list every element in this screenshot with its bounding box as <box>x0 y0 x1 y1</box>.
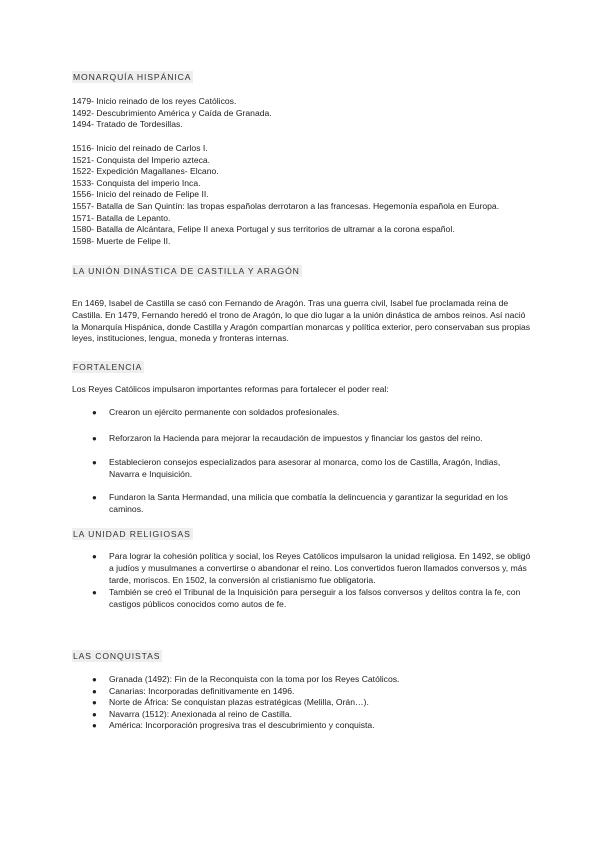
timeline-entry: 1516- Inicio del reinado de Carlos I. <box>72 143 208 153</box>
timeline-entry: 1492- Descubrimiento América y Caída de Granada. <box>72 107 272 118</box>
bullet-text: Fundaron la Santa Hermandad, una milicia que combatía la delincuencia y garantizar la seguridad en los caminos. <box>109 492 508 514</box>
bullet-icon: ● <box>92 588 97 597</box>
bullet-icon: ● <box>92 686 97 696</box>
bullet-icon: ● <box>92 408 97 417</box>
bullet-text: Granada (1492): Fin de la Reconquista con la toma por los Reyes Católicos. <box>109 674 400 684</box>
timeline-entry: 1533- Conquista del imperio Inca. <box>72 177 201 188</box>
union-paragraph: En 1469, Isabel de Castilla se casó con Fernando de Aragón. Tras una guerra civil, Isabel fue proclamada reina de Castilla. En 1479, Fernando heredó el trono de Aragón, lo que dio lugar a la unión dinástica de ambos reinos. Así nació la Monarquía Hispánica, donde Castilla y Aragón compartían monarcas y política exterior, pero conservaban sus propias leyes, instituciones, lengua, moneda y fronteras internas. <box>72 298 531 344</box>
list-item <box>92 674 542 686</box>
fortalencia-bullet <box>92 492 532 516</box>
heading-religiosa: LA UNIDAD RELIGIOSAS <box>73 529 191 539</box>
bullet-icon: ● <box>92 698 97 708</box>
bullet-text: Reforzaron la Hacienda para mejorar la recaudación de impuestos y financiar los gastos del reino. <box>109 433 483 443</box>
bullet-text: Navarra (1512): Anexionada al reino de Castilla. <box>109 708 292 719</box>
fortalencia-bullet <box>92 433 532 445</box>
timeline-entry: 1557- Batalla de San Quintín: las tropas españolas derrotaron a las francesas. Hegemonía española en Europa. <box>72 200 500 211</box>
list-item <box>92 686 542 698</box>
bullet-icon: ● <box>92 458 97 467</box>
bullet-text: También se creó el Tribunal de la Inquisición para perseguir a los falsos conversos y delitos contra la fe, con castigos públicos conocidos como autos de fe. <box>109 587 521 609</box>
list-item <box>92 709 542 721</box>
bullet-text: Norte de África: Se conquistan plazas estratégicas (Melilla, Orán…). <box>109 697 369 708</box>
timeline-entry: 1571- Batalla de Lepanto. <box>72 212 171 223</box>
bullet-icon: ● <box>92 434 97 443</box>
timeline-entry: 1580- Batalla de Alcántara, Felipe II anexa Portugal y sus territorios de ultramar a la corona español. <box>72 224 455 235</box>
heading-conquistas: LAS CONQUISTAS <box>73 651 161 661</box>
bullet-text: Establecieron consejos especializados para asesorar al monarca, como los de Castilla, Aragón, Indias, Navarra e Inquisición. <box>109 457 501 479</box>
fortalencia-intro: Los Reyes Católicos impulsaron importantes reformas para fortalecer el poder real: <box>72 384 389 394</box>
timeline-entry: 1494- Tratado de Tordesillas. <box>72 119 183 130</box>
timeline-entry: 1598- Muerte de Felipe II. <box>72 235 171 246</box>
heading-fortalencia: FORTALENCIA <box>73 362 143 372</box>
fortalencia-bullet <box>92 407 532 419</box>
bullet-icon: ● <box>92 709 97 719</box>
bullet-icon: ● <box>92 552 97 561</box>
heading-monarquia: MONARQUÍA HISPÁNICA <box>73 72 192 82</box>
conquistas-list <box>92 674 542 732</box>
bullet-icon: ● <box>92 675 97 684</box>
bullet-icon: ● <box>92 721 97 731</box>
timeline-group-1 <box>72 96 272 131</box>
heading-union: LA UNIÓN DINÁSTICA DE CASTILLA Y ARAGÓN <box>73 266 300 276</box>
timeline-group-2 <box>72 143 499 247</box>
bullet-icon: ● <box>92 493 97 502</box>
religiosa-bullet <box>92 551 532 586</box>
religiosa-bullet <box>92 587 532 611</box>
timeline-entry: 1556- Inicio del reinado de Felipe II. <box>72 189 209 200</box>
bullet-text: Canarias: Incorporadas definitivamente en 1496. <box>109 685 295 696</box>
bullet-text: América: Incorporación progresiva tras el descubrimiento y conquista. <box>109 720 375 731</box>
list-item <box>92 720 542 732</box>
timeline-entry: 1479- Inicio reinado de los reyes Católicos. <box>72 96 237 106</box>
bullet-text: Para lograr la cohesión política y social, los Reyes Católicos impulsaron la unidad religiosa. En 1492, se obligó a judíos y musulmanes a convertirse o abandonar el reino. Los convertidos fueron llamados conversos y, más tarde, moriscos. En 1502, la conversión al cristianismo fue obligatoria. <box>109 551 531 585</box>
timeline-entry: 1522- Expedición Magallanes- Elcano. <box>72 166 219 177</box>
fortalencia-bullet <box>92 457 532 481</box>
bullet-text: Crearon un ejército permanente con soldados profesionales. <box>109 407 340 417</box>
list-item <box>92 697 542 709</box>
timeline-entry: 1521- Conquista del Imperio azteca. <box>72 154 211 165</box>
